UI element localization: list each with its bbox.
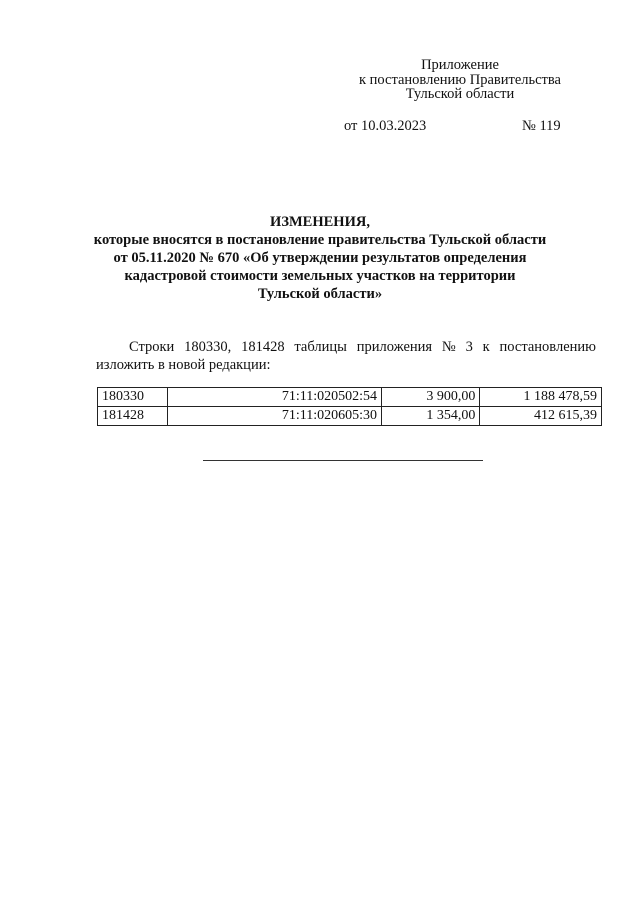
title-heading: ИЗМЕНЕНИЯ,: [270, 214, 370, 230]
word: Строки: [129, 339, 175, 355]
word: №: [441, 339, 456, 355]
body-paragraph: [96, 338, 596, 374]
table-row: [98, 388, 602, 407]
appendix-line: к постановлению Правительства: [359, 71, 561, 88]
row-number-cell: 181428: [98, 407, 168, 426]
paragraph-line: изложить в новой редакции:: [96, 357, 271, 373]
word: 181428: [241, 339, 285, 355]
word: приложения: [356, 339, 433, 355]
paragraph-line-justified: [96, 338, 596, 356]
document-title: [60, 213, 580, 303]
title-line: которые вносятся в постановление правительства Тульской области: [93, 232, 547, 248]
title-line: Тульской области»: [257, 286, 383, 302]
cadastral-value-cell: 1 188 478,59: [480, 388, 602, 407]
word: к: [482, 339, 490, 355]
row-number-cell: 180330: [98, 388, 168, 407]
word: 3: [465, 339, 473, 355]
appendix-line: Приложение: [421, 57, 499, 73]
title-line: от 05.11.2020 № 670 «Об утверждении результатов определения: [113, 250, 527, 266]
cadastral-number-cell: 71:11:020502:54: [168, 388, 382, 407]
document-number: № 119: [522, 118, 561, 134]
title-line: кадастровой стоимости земельных участков на территории: [124, 268, 516, 284]
document-date: от 10.03.2023: [344, 118, 427, 134]
end-divider-line: [203, 460, 483, 461]
word: 180330,: [184, 339, 232, 355]
appendix-line: Тульской области: [405, 86, 515, 102]
word: постановлению: [499, 339, 596, 355]
table-row: [98, 407, 602, 426]
cadastral-value-cell: 412 615,39: [480, 407, 602, 426]
replacement-rows-table: [97, 387, 602, 426]
appendix-header: [330, 58, 590, 102]
area-cell: 1 354,00: [382, 407, 480, 426]
area-cell: 3 900,00: [382, 388, 480, 407]
cadastral-number-cell: 71:11:020605:30: [168, 407, 382, 426]
word: таблицы: [294, 339, 347, 355]
